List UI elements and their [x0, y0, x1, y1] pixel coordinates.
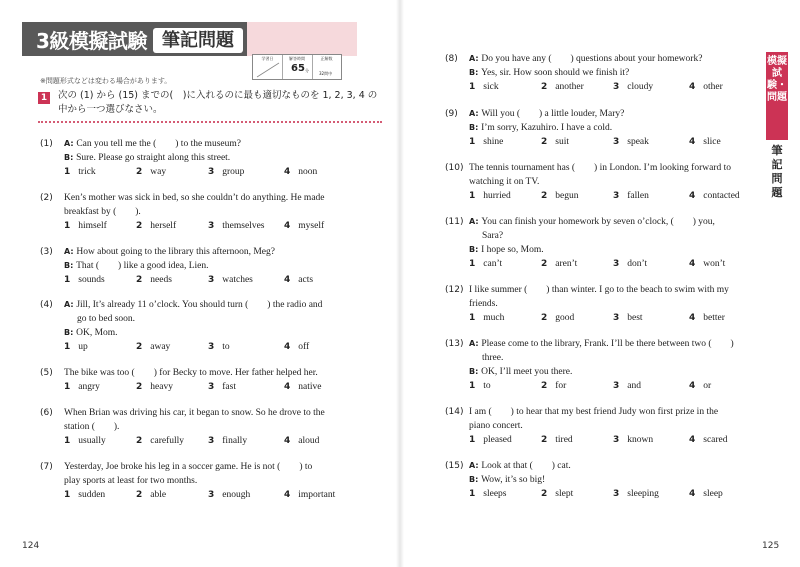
answer-choice[interactable] — [689, 257, 725, 271]
answer-choice[interactable] — [208, 219, 264, 233]
question-text: The bike was too ( ) for Becky to move. Her father helped her. — [64, 368, 318, 378]
question-line — [64, 151, 230, 165]
choice-text: native — [298, 382, 322, 392]
choice-text: sudden — [78, 490, 106, 500]
speaker-label: B: — [469, 123, 482, 132]
answer-choice[interactable] — [541, 80, 584, 94]
question-line — [64, 245, 275, 259]
speaker-label: A: — [469, 461, 482, 470]
choice-text: can’t — [483, 259, 503, 269]
answer-choice[interactable] — [284, 434, 319, 448]
choice-number: 1 — [469, 191, 476, 201]
choice-text: sleep — [703, 489, 723, 499]
question-line — [469, 297, 498, 311]
choice-number: 3 — [208, 275, 215, 285]
speaker-label: A: — [64, 139, 77, 148]
choice-text: speak — [627, 137, 649, 147]
choice-number: 1 — [469, 489, 476, 499]
question-text: Jill, It’s already 11 o’clock. You should turn ( ) the radio and — [76, 300, 323, 310]
answer-choice[interactable] — [689, 433, 728, 447]
answer-time-unit: 分 — [305, 68, 309, 73]
answer-choice[interactable] — [469, 80, 499, 94]
choice-number: 2 — [541, 191, 548, 201]
choice-number: 4 — [284, 342, 291, 352]
question-text: Sure. Please go straight along this street. — [76, 153, 231, 163]
choice-text: slice — [703, 137, 721, 147]
question-text: I am ( ) to hear that my best friend Judy won first prize in the — [469, 407, 719, 417]
answer-choice[interactable] — [208, 380, 236, 394]
answer-choice[interactable] — [136, 165, 166, 179]
choice-number: 1 — [469, 259, 476, 269]
choice-text: fallen — [627, 191, 649, 201]
section-instruction: 次の (1) から (15) までの( )に入れるのに最も適切なものを 1, 2, 3, 4 の中から一つ選びなさい。 — [58, 90, 378, 115]
question-number: (3) — [40, 247, 53, 257]
page-title: 3級模擬試験 — [36, 29, 147, 53]
question-text: Will you ( ) a little louder, Mary? — [481, 109, 625, 119]
side-tab: 模擬試験・問題 — [766, 52, 788, 140]
choice-text: suit — [555, 137, 569, 147]
choice-text: needs — [150, 275, 172, 285]
question-line — [469, 419, 523, 433]
choice-text: for — [555, 381, 567, 391]
choice-text: aloud — [298, 436, 320, 446]
question-text: You can finish your homework by seven o’clock, ( ) you, — [481, 217, 715, 227]
choice-number: 2 — [541, 381, 548, 391]
speaker-label: A: — [469, 217, 482, 226]
question-number: (5) — [40, 368, 53, 378]
question-text: Wow, it’s so big! — [481, 475, 546, 485]
question-line — [64, 298, 322, 312]
answer-choice[interactable] — [613, 311, 643, 325]
answer-choice[interactable] — [689, 80, 723, 94]
choice-text: won’t — [703, 259, 726, 269]
choice-number: 1 — [469, 313, 476, 323]
answer-choice[interactable] — [541, 311, 574, 325]
choice-text: tired — [555, 435, 573, 445]
answer-choice[interactable] — [613, 135, 649, 149]
question-number: (14) — [445, 407, 464, 417]
choice-number: 4 — [689, 313, 696, 323]
choice-text: don’t — [627, 259, 648, 269]
choice-number: 3 — [208, 490, 215, 500]
question-text: Ken’s mother was sick in bed, so she couldn’t do anything. He made — [64, 193, 325, 203]
question-text: friends. — [469, 299, 498, 309]
answer-choice[interactable] — [613, 487, 659, 501]
dotted-divider — [38, 121, 382, 123]
answer-choice[interactable] — [613, 80, 653, 94]
choice-number: 4 — [284, 490, 291, 500]
question-number: (8) — [445, 54, 458, 64]
choice-number: 2 — [541, 313, 548, 323]
answer-choice[interactable] — [136, 434, 184, 448]
study-date-label: 学習日 — [261, 56, 274, 61]
question-text: piano concert. — [469, 421, 523, 431]
question-line — [469, 405, 718, 419]
choice-text: acts — [298, 275, 314, 285]
choice-text: up — [78, 342, 88, 352]
choice-text: begun — [555, 191, 579, 201]
answer-choice[interactable] — [284, 380, 321, 394]
question-line — [469, 52, 702, 66]
answer-choice[interactable] — [469, 487, 506, 501]
choice-text: pleased — [483, 435, 512, 445]
answer-choice[interactable] — [64, 488, 105, 502]
question-line — [64, 326, 118, 340]
question-text: That ( ) like a good idea, Lien. — [76, 261, 209, 271]
choice-number: 3 — [613, 137, 620, 147]
choice-text: fast — [222, 382, 236, 392]
choice-number: 4 — [689, 435, 696, 445]
question-number: (6) — [40, 408, 53, 418]
answer-choice[interactable] — [469, 379, 491, 393]
choice-text: way — [150, 167, 167, 177]
question-text: Sara? — [482, 231, 504, 241]
side-tab-subtitle: 筆記問題 — [771, 144, 783, 199]
choice-text: sick — [483, 82, 499, 92]
choice-text: and — [627, 381, 641, 391]
answer-choice[interactable] — [136, 488, 166, 502]
format-note: ※問題形式などは変わる場合があります。 — [40, 77, 172, 85]
choice-text: slept — [555, 489, 574, 499]
question-line — [64, 366, 318, 380]
question-text: three. — [482, 353, 504, 363]
choice-number: 4 — [689, 137, 696, 147]
choice-number: 3 — [613, 313, 620, 323]
choice-number: 4 — [284, 382, 291, 392]
question-number: (1) — [40, 139, 53, 149]
answer-choice[interactable] — [469, 257, 502, 271]
question-text: Can you tell me the ( ) to the museum? — [76, 139, 241, 149]
speaker-label: A: — [469, 54, 482, 63]
choice-text: herself — [150, 221, 177, 231]
question-line — [64, 137, 241, 151]
question-text: How about going to the library this afternoon, Meg? — [76, 247, 275, 257]
page-subtitle: 筆記問題 — [153, 28, 243, 53]
answer-choice[interactable] — [689, 311, 725, 325]
question-line — [469, 175, 539, 189]
answer-choice[interactable] — [64, 219, 107, 233]
speaker-label: A: — [469, 339, 482, 348]
speaker-label: B: — [469, 475, 482, 484]
answer-choice[interactable] — [208, 165, 244, 179]
choice-number: 2 — [136, 167, 143, 177]
answer-choice[interactable] — [541, 487, 573, 501]
question-line — [469, 215, 715, 229]
choice-text: myself — [298, 221, 325, 231]
choice-number: 3 — [613, 82, 620, 92]
answer-choice[interactable] — [64, 340, 88, 354]
answer-choice[interactable] — [541, 433, 573, 447]
choice-number: 1 — [64, 490, 71, 500]
question-line — [64, 205, 141, 219]
question-number: (15) — [445, 461, 464, 471]
answer-choice[interactable] — [284, 488, 335, 502]
question-text: Please come to the library, Frank. I’ll be there between two ( ) — [481, 339, 734, 349]
choice-text: away — [150, 342, 171, 352]
correct-count-label: 正解数 — [320, 56, 333, 61]
page-number-right: 125 — [762, 541, 780, 551]
answer-choice[interactable] — [64, 273, 105, 287]
choice-number: 1 — [64, 436, 71, 446]
choice-text: known — [627, 435, 654, 445]
question-text: I like summer ( ) than winter. I go to the beach to swim with my — [469, 285, 729, 295]
total-questions: 32問中 — [319, 71, 333, 76]
answer-choice[interactable] — [613, 257, 647, 271]
book-gutter — [396, 0, 404, 567]
score-box — [252, 54, 342, 80]
answer-choice[interactable] — [689, 189, 740, 203]
question-line — [469, 161, 731, 175]
question-number: (4) — [40, 300, 53, 310]
question-text: play sports at least for two months. — [64, 476, 198, 486]
choice-text: trick — [78, 167, 96, 177]
answer-choice[interactable] — [689, 135, 721, 149]
choice-text: usually — [78, 436, 106, 446]
question-text: I’m sorry, Kazuhiro. I have a cold. — [481, 123, 613, 133]
question-line — [64, 191, 325, 205]
choice-number: 1 — [64, 221, 71, 231]
title-accent-band — [247, 22, 357, 56]
answer-choice[interactable] — [541, 135, 569, 149]
choice-text: other — [703, 82, 723, 92]
choice-number: 3 — [613, 381, 620, 391]
question-line — [469, 107, 624, 121]
choice-number: 2 — [541, 259, 548, 269]
question-number: (11) — [445, 217, 464, 227]
answer-choice[interactable] — [689, 379, 711, 393]
choice-text: sleeping — [627, 489, 659, 499]
question-line — [482, 229, 503, 243]
choice-number: 3 — [613, 259, 620, 269]
choice-number: 2 — [541, 435, 548, 445]
choice-number: 1 — [469, 137, 476, 147]
question-text: I hope so, Mom. — [481, 245, 544, 255]
answer-choice[interactable] — [541, 257, 577, 271]
answer-choice[interactable] — [469, 311, 504, 325]
answer-choice[interactable] — [136, 273, 172, 287]
speaker-label: B: — [64, 261, 77, 270]
question-text: station ( ). — [64, 422, 120, 432]
choice-text: themselves — [222, 221, 265, 231]
question-line — [64, 420, 119, 434]
answer-choice[interactable] — [284, 165, 317, 179]
question-number: (13) — [445, 339, 464, 349]
answer-choice[interactable] — [284, 219, 324, 233]
question-line — [469, 337, 734, 351]
choice-number: 1 — [64, 382, 71, 392]
answer-choice[interactable] — [613, 189, 649, 203]
choice-number: 1 — [469, 82, 476, 92]
answer-choice[interactable] — [208, 340, 230, 354]
choice-text: noon — [298, 167, 318, 177]
choice-text: contacted — [703, 191, 740, 201]
question-line — [64, 474, 197, 488]
choice-number: 4 — [689, 381, 696, 391]
choice-text: to — [483, 381, 491, 391]
choice-text: himself — [78, 221, 107, 231]
speaker-label: B: — [64, 328, 77, 337]
answer-choice[interactable] — [64, 165, 96, 179]
choice-text: shine — [483, 137, 504, 147]
question-number: (10) — [445, 163, 464, 173]
choice-number: 3 — [208, 436, 215, 446]
question-text: Yes, sir. How soon should we finish it? — [481, 68, 630, 78]
choice-number: 4 — [284, 436, 291, 446]
answer-choice[interactable] — [469, 135, 503, 149]
choice-number: 3 — [208, 342, 215, 352]
choice-text: scared — [703, 435, 728, 445]
answer-choice[interactable] — [208, 488, 250, 502]
diagonal-line-icon — [253, 55, 282, 79]
question-text: Yesterday, Joe broke his leg in a soccer game. He is not ( ) to — [64, 462, 313, 472]
choice-number: 4 — [284, 221, 291, 231]
answer-time-label: 解答時間 — [289, 56, 305, 61]
choice-text: angry — [78, 382, 100, 392]
choice-number: 2 — [541, 489, 548, 499]
study-date-cell — [253, 55, 283, 79]
choice-number: 2 — [541, 137, 548, 147]
choice-number: 3 — [208, 221, 215, 231]
choice-number: 2 — [136, 342, 143, 352]
choice-text: group — [222, 167, 245, 177]
choice-number: 1 — [64, 342, 71, 352]
question-line — [469, 365, 572, 379]
question-line — [469, 283, 729, 297]
question-text: Look at that ( ) cat. — [481, 461, 571, 471]
answer-choice[interactable] — [613, 379, 641, 393]
question-text: OK, I’ll meet you there. — [481, 367, 573, 377]
answer-choice[interactable] — [541, 379, 566, 393]
question-line — [77, 312, 135, 326]
choice-number: 4 — [689, 259, 696, 269]
choice-text: good — [555, 313, 575, 323]
question-text: watching it on TV. — [469, 177, 540, 187]
choice-text: important — [298, 490, 336, 500]
question-line — [469, 121, 612, 135]
choice-text: off — [298, 342, 310, 352]
question-number: (9) — [445, 109, 458, 119]
choice-number: 1 — [64, 167, 71, 177]
choice-number: 2 — [136, 275, 143, 285]
speaker-label: A: — [64, 247, 77, 256]
choice-text: sounds — [78, 275, 105, 285]
choice-text: enough — [222, 490, 251, 500]
question-text: OK, Mom. — [76, 328, 118, 338]
question-line — [64, 259, 209, 273]
choice-number: 2 — [136, 436, 143, 446]
choice-text: best — [627, 313, 643, 323]
choice-number: 2 — [136, 221, 143, 231]
speaker-label: B: — [469, 367, 482, 376]
page-number-left: 124 — [22, 541, 40, 551]
choice-text: better — [703, 313, 725, 323]
answer-choice[interactable] — [689, 487, 723, 501]
question-number: (7) — [40, 462, 53, 472]
choice-text: or — [703, 381, 712, 391]
choice-text: to — [222, 342, 230, 352]
choice-number: 1 — [64, 275, 71, 285]
answer-choice[interactable] — [64, 434, 106, 448]
answer-choice[interactable] — [136, 380, 173, 394]
choice-number: 3 — [613, 489, 620, 499]
choice-text: carefully — [150, 436, 185, 446]
answer-choice[interactable] — [64, 380, 100, 394]
choice-number: 2 — [136, 490, 143, 500]
answer-choice[interactable] — [469, 189, 511, 203]
choice-number: 3 — [208, 382, 215, 392]
choice-number: 4 — [689, 489, 696, 499]
question-line — [482, 351, 503, 365]
choice-number: 4 — [284, 167, 291, 177]
question-line — [64, 406, 325, 420]
speaker-label: B: — [64, 153, 77, 162]
choice-text: watches — [222, 275, 253, 285]
choice-number: 4 — [689, 191, 696, 201]
speaker-label: A: — [469, 109, 482, 118]
question-text: go to bed soon. — [77, 314, 136, 324]
choice-text: much — [483, 313, 505, 323]
question-line — [469, 66, 629, 80]
speaker-label: A: — [64, 300, 77, 309]
speaker-label: B: — [469, 68, 482, 77]
choice-number: 4 — [689, 82, 696, 92]
question-text: breakfast by ( ). — [64, 207, 141, 217]
answer-time-value: 65 — [291, 63, 305, 74]
answer-choice[interactable] — [208, 434, 247, 448]
answer-choice[interactable] — [613, 433, 653, 447]
answer-choice[interactable] — [284, 273, 313, 287]
choice-number: 1 — [469, 381, 476, 391]
choice-text: cloudy — [627, 82, 654, 92]
speaker-label: B: — [469, 245, 482, 254]
choice-number: 3 — [613, 191, 620, 201]
question-line — [469, 243, 544, 257]
question-line — [469, 473, 545, 487]
answer-choice[interactable] — [136, 219, 176, 233]
choice-number: 2 — [541, 82, 548, 92]
section-number-badge: 1 — [38, 92, 50, 104]
answer-choice[interactable] — [469, 433, 512, 447]
question-number: (12) — [445, 285, 464, 295]
question-text: When Brian was driving his car, it began to snow. So he drove to the — [64, 408, 325, 418]
question-line — [469, 459, 571, 473]
choice-text: aren’t — [555, 259, 578, 269]
choice-number: 3 — [208, 167, 215, 177]
question-text: The tennis tournament has ( ) in London. I’m looking forward to — [469, 163, 731, 173]
choice-number: 3 — [613, 435, 620, 445]
answer-choice[interactable] — [136, 340, 170, 354]
choice-text: able — [150, 490, 167, 500]
choice-number: 2 — [136, 382, 143, 392]
choice-text: heavy — [150, 382, 173, 392]
question-line — [64, 460, 312, 474]
choice-text: hurried — [483, 191, 511, 201]
choice-number: 1 — [469, 435, 476, 445]
answer-choice[interactable] — [284, 340, 309, 354]
question-number: (2) — [40, 193, 53, 203]
answer-choice[interactable] — [541, 189, 578, 203]
choice-text: finally — [222, 436, 248, 446]
choice-text: another — [555, 82, 584, 92]
choice-number: 4 — [284, 275, 291, 285]
question-text: Do you have any ( ) questions about your homework? — [481, 54, 703, 64]
answer-choice[interactable] — [208, 273, 253, 287]
choice-text: sleeps — [483, 489, 507, 499]
